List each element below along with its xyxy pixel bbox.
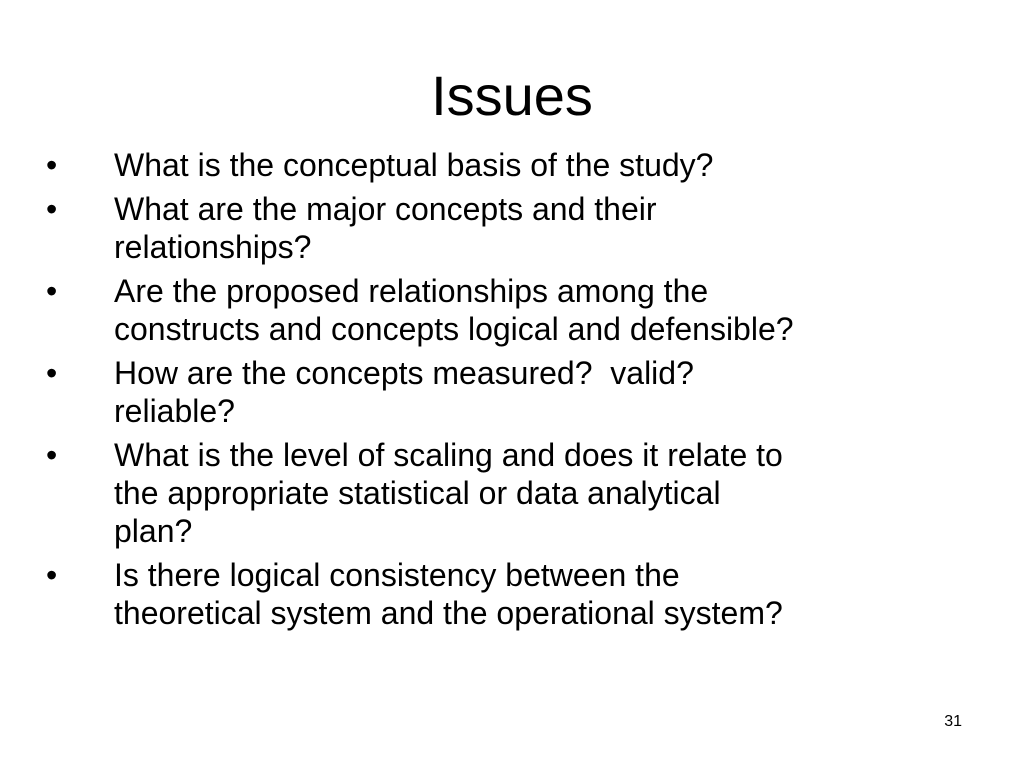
bullet-text-line: What is the conceptual basis of the study? bbox=[114, 147, 714, 183]
bullet-dot-icon: • bbox=[46, 557, 58, 593]
bullet-text-line: theoretical system and the operational system? bbox=[114, 595, 783, 631]
bullet-item bbox=[0, 146, 1000, 184]
bullet-text-line: reliable? bbox=[114, 393, 235, 429]
bullet-text-line: Are the proposed relationships among the bbox=[114, 273, 709, 309]
bullet-item bbox=[0, 556, 1000, 632]
bullet-dot-icon: • bbox=[46, 437, 58, 473]
bullet-dot-icon: • bbox=[46, 273, 58, 309]
bullet-text-line: What is the level of scaling and does it relate to bbox=[114, 437, 783, 473]
bullet-text-line: constructs and concepts logical and defensible? bbox=[114, 311, 794, 347]
bullet-text-line: What are the major concepts and their bbox=[114, 191, 657, 227]
bullet-item bbox=[0, 190, 1000, 266]
bullet-text-line: relationships? bbox=[114, 229, 312, 265]
bullet-item bbox=[0, 436, 1000, 550]
bullet-text-line: plan? bbox=[114, 513, 193, 549]
bullet-text-line: the appropriate statistical or data analytical bbox=[114, 475, 721, 511]
bullet-text-line: How are the concepts measured? valid? bbox=[114, 355, 694, 391]
bullet-text-line: Is there logical consistency between the bbox=[114, 557, 680, 593]
bullet-dot-icon: • bbox=[46, 355, 58, 391]
bullet-list bbox=[0, 146, 1000, 638]
bullet-item bbox=[0, 272, 1000, 348]
bullet-item bbox=[0, 354, 1000, 430]
slide-title: Issues bbox=[431, 64, 593, 127]
page-number: 31 bbox=[944, 713, 962, 730]
bullet-dot-icon: • bbox=[46, 147, 58, 183]
bullet-dot-icon: • bbox=[46, 191, 58, 227]
